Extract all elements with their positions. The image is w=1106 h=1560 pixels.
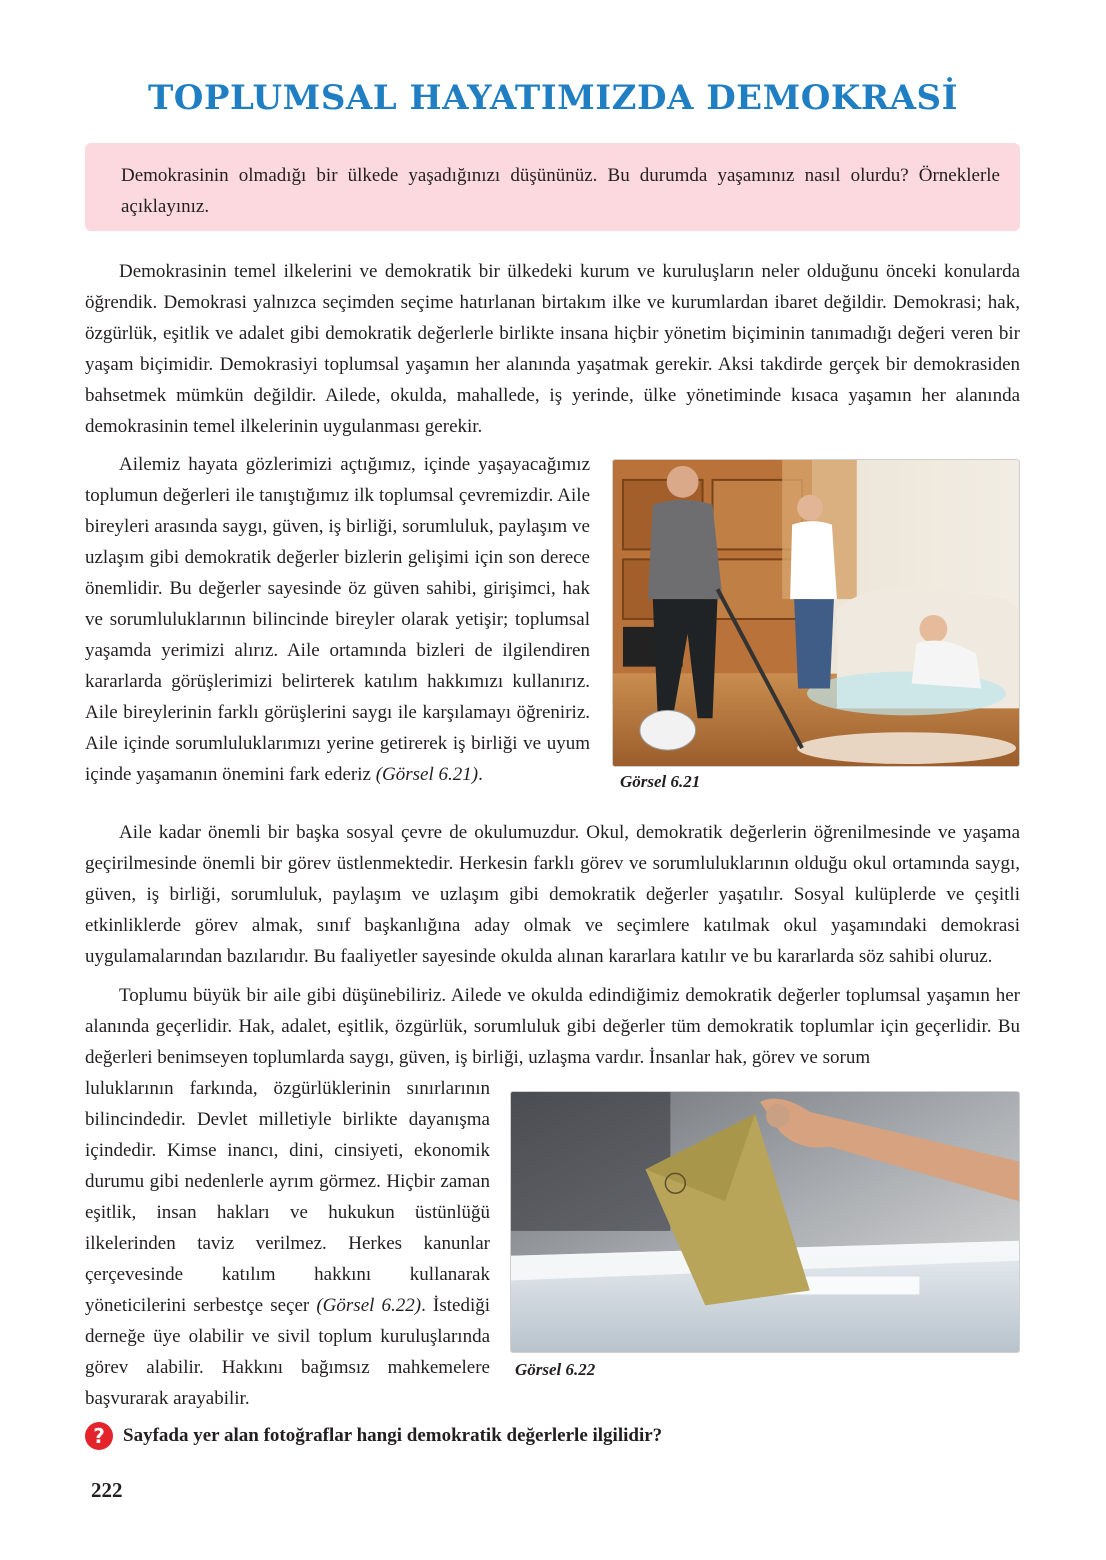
ref-period: . (478, 764, 483, 785)
figure-caption-6-21: Görsel 6.21 (620, 772, 701, 791)
discussion-prompt-box (85, 143, 1020, 231)
review-question (85, 1422, 662, 1450)
prompt-text: Demokrasinin olmadığı bir ülkede yaşadığınızı düşününüz. Bu durumda yaşamınız nasıl olurdu? Örneklerle açıklayınız. (121, 165, 1000, 217)
figure-ref-6-22: (Görsel 6.22) (316, 1295, 422, 1316)
paragraph-intro: Demokrasinin temel ilkelerini ve demokratik bir ülkedeki kurum ve kuruluşların neler olduğunu önceki konularda öğrendik. Demokrasi yalnızca seçimden seçime hatırlanan birtakım ilke ve kurumlardan ibaret değildir. Demokrasi; hak, özgürlük, eşitlik ve adalet gibi demokratik değerlerle birlikte insana hiçbir yönetim biçiminin tanımadığı değeri veren bir yaşam biçimidir. Demokrasiyi toplumsal yaşamın her alanında yaşatmak gerekir. Aksi takdirde gerçek bir demokrasiden bahsetmek mümkün değildir. Ailede, okulda, mahallede, iş yerinde, ülke yönetiminde kısaca yaşamın her alanında demokrasinin temel ilkelerinin uygulanması gerekir. (85, 261, 1020, 437)
paragraph-society-continued (85, 1073, 490, 1414)
page-title: TOPLUMSAL HAYATIMIZDA DEMOKRASİ (148, 78, 958, 118)
page-number: 222 (91, 1478, 123, 1502)
paragraph-society-end: . İstediği derneğe üye olabilir ve sivil toplum kuruluşlarında görev alabilir. Hakkını bağımsız mahkemelere başvurarak arayabilir. (85, 1295, 490, 1409)
question-mark-icon: ? (85, 1422, 113, 1450)
paragraph-society: Toplumu büyük bir aile gibi düşünebiliriz. Ailede ve okulda edindiğimiz demokratik değerler toplumsal yaşamın her alanında geçerlidir. Hak, adalet, eşitlik, özgürlük, sorumluluk gibi değerler tüm demokratik toplumlar için geçerlidir. Bu değerleri benimseyen toplumlarda saygı, güven, iş birliği, uzlaşma vardır. İnsanlar hak, görev ve sorum (85, 985, 1020, 1068)
paragraph-society-text: luluklarının farkında, özgürlüklerinin sınırlarının bilincindedir. Devlet milletiyle birlikte dayanışma içindedir. Kimse inancı, dini, cinsiyeti, ekonomik durumu gibi nedenlerle ayrım görmez. Hiçbir zaman eşitlik, insan hakları ve hukukun üstünlüğü ilkelerinden taviz verilmez. Herkes kanunlar çerçevesinde katılım hakkını kullanarak yöneticilerini serbestçe seçer (85, 1078, 490, 1316)
ballot-box-photo (510, 1091, 1020, 1353)
figure-ref-6-21: (Görsel 6.21) (375, 764, 479, 785)
question-text: Sayfada yer alan fotoğraflar hangi demokratik değerlerle ilgilidir? (123, 1425, 663, 1446)
paragraph-family-text: Ailemiz hayata gözlerimizi açtığımız, içinde yaşayacağımız toplumun değerleri ile tanıştığımız ilk toplumsal çevremizdir. Aile bireyleri arasında saygı, güven, iş birliği, sorumluluk, paylaşım ve uzlaşım gibi demokratik değerler bizlerin gelişimi için son derece önemlidir. Bu değerler sayesinde öz güven sahibi, girişimci, hak ve sorumluluklarının bilincinde bireyler olarak yetişir; toplumsal yaşamda yerimizi alırız. Aile ortamında bizleri de ilgilendiren kararlarda görüşlerimizi belirterek katılım hakkımızı kullanırız. Aile bireylerinin farklı görüşlerini saygı ile karşılamayı öğreniriz. Aile içinde sorumluluklarımızı yerine getirerek iş birliği ve uyum içinde yaşamanın önemini fark ederiz (85, 454, 590, 785)
figure-caption-6-22: Görsel 6.22 (515, 1360, 596, 1379)
family-cleaning-photo (612, 459, 1020, 767)
paragraph-family (85, 449, 590, 790)
paragraph-school: Aile kadar önemli bir başka sosyal çevre de okulumuzdur. Okul, demokratik değerlerin öğrenilmesinde ve yaşama geçirilmesinde önemli bir görev üstlenmektedir. Herkesin farklı görev ve sorumluluklarının olduğu okul ortamında saygı, güven, iş birliği, sorumluluk, paylaşım ve uzlaşım gibi demokratik değerler yaşatılır. Sosyal kulüplerde ve çeşitli etkinliklerde görev almak, sınıf başkanlığına aday olmak ve seçimlere katılmak okul yaşamındaki demokrasi uygulamalarından bazılarıdır. Bu faaliyetler sayesinde okulda alınan kararlara katılır ve bu kararlarda söz sahibi oluruz. (85, 822, 1020, 967)
